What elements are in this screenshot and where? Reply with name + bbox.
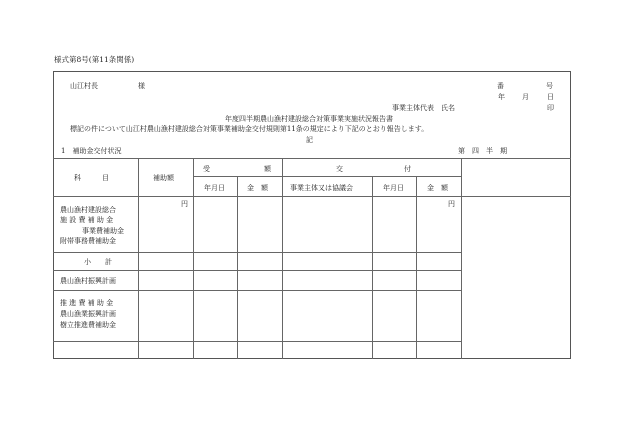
ki-label: 記: [306, 136, 313, 144]
subheader-date: 年月日: [204, 184, 225, 192]
row-line-1: [53, 252, 461, 253]
go-label: 号: [546, 82, 553, 90]
row-line-2: [53, 270, 461, 271]
row3-label: 農山漁村振興計画: [60, 277, 116, 285]
subtotal-label: 小 計: [84, 258, 112, 266]
header-gaku: 額: [264, 165, 271, 173]
header-bottom-line: [53, 196, 571, 197]
row4-line1: 推 進 費 補 助 金: [60, 299, 114, 307]
form-number: 様式第8号(第11条関係): [54, 55, 135, 64]
yen-unit-2: 円: [448, 200, 455, 208]
period-label: 第 四 半 期: [458, 147, 507, 155]
yen-unit: 円: [181, 200, 188, 208]
subheader-entity: 事業主体又は協議会: [290, 184, 353, 192]
row4-line2: 農山漁業振興計画: [60, 310, 116, 318]
table-top-line: [53, 158, 571, 159]
header-hojokin: 補助額: [153, 174, 174, 182]
col-line-4: [282, 158, 283, 359]
subheader-amount: 金 額: [247, 184, 268, 192]
header-ko: 交: [336, 165, 343, 173]
row1-line4: 附帯事務費補助金: [60, 237, 116, 245]
col-line-5: [372, 176, 373, 359]
col-line-3: [237, 176, 238, 359]
seal-label: 印: [547, 104, 554, 112]
row-line-4: [53, 341, 461, 342]
day-label: 日: [547, 93, 554, 101]
row1-line1: 農山漁村建設総合: [60, 206, 116, 214]
row1-line3: 事業費補助金: [82, 227, 124, 235]
row-line-3: [53, 290, 461, 291]
report-title: 年度四半期農山漁村建設総合対策事業実施状況報告書: [225, 115, 393, 123]
subheader-date-2: 年月日: [383, 184, 404, 192]
col-line-1: [138, 158, 139, 359]
header-fu: 付: [404, 165, 411, 173]
header-ju: 受: [203, 165, 210, 173]
subheader-amount-2: 金 額: [427, 184, 448, 192]
subheader-line: [193, 176, 461, 177]
row1-line2: 施 設 費 補 助 金: [60, 216, 114, 224]
header-kamoku: 科 目: [74, 174, 109, 182]
addressee-honorific: 様: [138, 82, 145, 90]
col-line-7: [461, 158, 462, 359]
section-label: 1 補助金交付状況: [61, 147, 122, 155]
col-line-6: [416, 176, 417, 359]
month-label: 月: [522, 93, 529, 101]
row4-line3: 樹立推進費補助金: [60, 321, 116, 329]
ban-label: 番: [497, 82, 504, 90]
representative-label: 事業主体代表 氏名: [392, 104, 455, 112]
year-label: 年: [498, 93, 505, 101]
col-line-2: [193, 158, 194, 359]
addressee: 山江村長: [70, 82, 98, 90]
report-statement: 標記の件について山江村農山漁村建設総合対策事業補助金交付規則第11条の規定により下記のとおり報告します。: [70, 125, 429, 133]
